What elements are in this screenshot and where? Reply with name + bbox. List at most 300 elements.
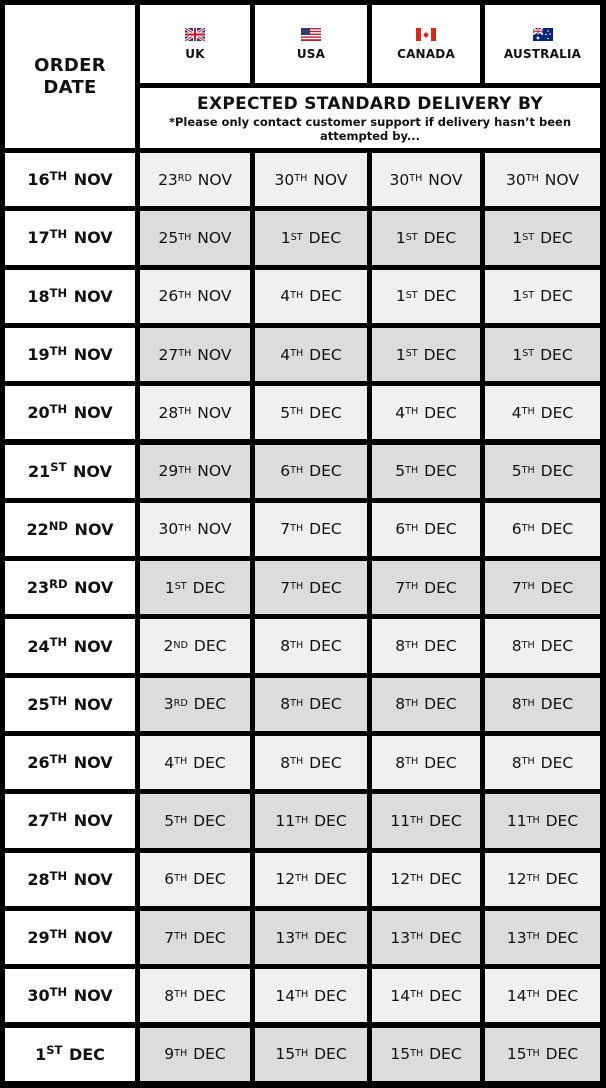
month: DEC bbox=[424, 403, 457, 422]
delivery-date-cell bbox=[485, 211, 600, 264]
day-number: 7 bbox=[395, 578, 406, 597]
month: DEC bbox=[423, 287, 457, 306]
day-number: 20 bbox=[27, 403, 50, 423]
day-number: 13 bbox=[275, 928, 296, 947]
month: NOV bbox=[197, 228, 232, 247]
delivery-date-value bbox=[507, 987, 578, 1005]
delivery-date-cell bbox=[372, 386, 480, 439]
day-number: 24 bbox=[27, 636, 50, 656]
delivery-date-value bbox=[507, 870, 578, 888]
month: DEC bbox=[192, 578, 226, 597]
month: DEC bbox=[429, 870, 462, 889]
delivery-date-value bbox=[164, 1045, 225, 1063]
day-number: 6 bbox=[280, 462, 291, 481]
delivery-date-cell bbox=[255, 853, 367, 906]
delivery-date-cell bbox=[372, 445, 480, 498]
day-number: 1 bbox=[395, 228, 406, 247]
delivery-date-value bbox=[395, 754, 456, 772]
delivery-date-cell bbox=[372, 736, 480, 789]
day-suffix: TH bbox=[290, 289, 304, 301]
day-suffix: TH bbox=[410, 931, 424, 943]
delivery-date-value bbox=[280, 579, 341, 597]
delivery-date-cell bbox=[140, 328, 250, 381]
day-suffix: TH bbox=[49, 693, 68, 708]
delivery-date-cell bbox=[140, 211, 250, 264]
day-suffix: RD bbox=[173, 697, 188, 709]
delivery-date-cell bbox=[255, 736, 367, 789]
order-date-value bbox=[27, 753, 112, 772]
month: DEC bbox=[540, 403, 574, 422]
delivery-date-value bbox=[275, 812, 346, 830]
delivery-date-cell bbox=[255, 445, 367, 498]
month: DEC bbox=[309, 345, 342, 364]
day-number: 19 bbox=[27, 345, 50, 365]
delivery-date-cell bbox=[140, 270, 250, 323]
month: DEC bbox=[309, 462, 342, 481]
day-number: 2 bbox=[163, 637, 174, 656]
day-number: 8 bbox=[280, 695, 291, 714]
day-number: 6 bbox=[511, 520, 522, 539]
delivery-date-value bbox=[164, 870, 225, 888]
day-number: 13 bbox=[390, 928, 411, 947]
day-suffix: TH bbox=[405, 523, 419, 535]
month: DEC bbox=[193, 637, 227, 656]
month: DEC bbox=[545, 870, 579, 889]
delivery-date-value bbox=[512, 346, 572, 364]
day-suffix: TH bbox=[405, 639, 419, 651]
day-number: 7 bbox=[511, 578, 522, 597]
day-number: 1 bbox=[280, 228, 291, 247]
delivery-date-cell bbox=[372, 270, 480, 323]
delivery-date-cell bbox=[485, 969, 600, 1022]
day-suffix: TH bbox=[290, 523, 304, 535]
day-suffix: TH bbox=[290, 348, 304, 360]
day-number: 30 bbox=[274, 170, 295, 189]
day-number: 8 bbox=[511, 753, 522, 772]
delivery-date-cell bbox=[372, 911, 480, 964]
day-number: 30 bbox=[389, 170, 410, 189]
day-number: 23 bbox=[26, 578, 50, 598]
delivery-date-value bbox=[390, 870, 461, 888]
delivery-date-value bbox=[507, 929, 578, 947]
day-number: 21 bbox=[28, 461, 51, 481]
delivery-date-cell bbox=[140, 969, 250, 1022]
day-number: 12 bbox=[390, 870, 411, 889]
day-suffix: TH bbox=[49, 926, 68, 941]
day-suffix: ST bbox=[522, 231, 535, 243]
delivery-date-value bbox=[159, 462, 232, 480]
day-number: 1 bbox=[512, 345, 523, 364]
order-date-cell bbox=[5, 969, 135, 1022]
delivery-date-value bbox=[396, 346, 456, 364]
day-suffix: TH bbox=[405, 697, 419, 709]
month: DEC bbox=[424, 637, 457, 656]
delivery-date-value bbox=[280, 754, 341, 772]
delivery-date-value bbox=[159, 346, 232, 364]
month: DEC bbox=[540, 753, 574, 772]
month: DEC bbox=[424, 462, 457, 481]
delivery-date-cell bbox=[485, 153, 600, 206]
delivery-date-cell bbox=[372, 678, 480, 731]
order-date-cell bbox=[5, 503, 135, 556]
delivery-date-cell bbox=[255, 211, 367, 264]
delivery-date-value bbox=[159, 520, 232, 538]
order-date-value bbox=[28, 462, 112, 481]
delivery-date-value bbox=[159, 229, 232, 247]
delivery-date-value bbox=[275, 987, 346, 1005]
delivery-date-cell bbox=[485, 678, 600, 731]
month: NOV bbox=[73, 986, 113, 1006]
month: DEC bbox=[314, 1045, 347, 1064]
delivery-date-cell bbox=[140, 853, 250, 906]
delivery-date-value bbox=[512, 462, 573, 480]
order-date-cell bbox=[5, 270, 135, 323]
day-suffix: TH bbox=[49, 985, 68, 1000]
month: DEC bbox=[309, 403, 342, 422]
day-suffix: TH bbox=[178, 348, 192, 360]
day-number: 13 bbox=[506, 928, 527, 947]
day-number: 4 bbox=[280, 345, 291, 364]
delivery-date-value bbox=[512, 520, 573, 538]
delivery-date-cell bbox=[372, 853, 480, 906]
month: NOV bbox=[197, 520, 232, 539]
month: DEC bbox=[309, 637, 342, 656]
delivery-date-value bbox=[390, 929, 461, 947]
month: DEC bbox=[68, 1044, 105, 1064]
delivery-date-cell bbox=[140, 386, 250, 439]
delivery-date-value bbox=[390, 171, 463, 189]
day-suffix: TH bbox=[405, 756, 419, 768]
delivery-date-cell bbox=[140, 911, 250, 964]
delivery-date-cell bbox=[485, 794, 600, 847]
day-suffix: TH bbox=[405, 581, 419, 593]
month: NOV bbox=[73, 694, 113, 714]
month: DEC bbox=[424, 753, 457, 772]
day-suffix: TH bbox=[178, 523, 192, 535]
delivery-date-value bbox=[512, 229, 572, 247]
order-date-line-1: ORDER bbox=[34, 54, 106, 76]
day-suffix: TH bbox=[521, 523, 535, 535]
month: NOV bbox=[73, 345, 113, 365]
day-suffix: TH bbox=[49, 751, 68, 766]
day-suffix: TH bbox=[409, 173, 423, 185]
delivery-date-value bbox=[281, 229, 341, 247]
delivery-date-cell bbox=[372, 561, 480, 614]
day-suffix: TH bbox=[521, 697, 535, 709]
day-suffix: TH bbox=[174, 872, 188, 884]
month: DEC bbox=[423, 345, 457, 364]
day-suffix: TH bbox=[295, 989, 309, 1001]
delivery-date-cell bbox=[485, 911, 600, 964]
day-suffix: TH bbox=[526, 989, 540, 1001]
day-suffix: TH bbox=[521, 756, 535, 768]
delivery-date-value bbox=[159, 404, 232, 422]
day-suffix: TH bbox=[526, 1047, 540, 1059]
order-date-cell bbox=[5, 853, 135, 906]
day-suffix: TH bbox=[526, 931, 540, 943]
delivery-date-value bbox=[275, 870, 346, 888]
day-number: 4 bbox=[511, 403, 522, 422]
month: DEC bbox=[424, 695, 457, 714]
country-name-canada: CANADA bbox=[397, 46, 455, 61]
month: NOV bbox=[73, 403, 113, 423]
delivery-date-value bbox=[280, 520, 341, 538]
month: DEC bbox=[193, 811, 226, 830]
country-name-usa: USA bbox=[296, 46, 326, 61]
delivery-date-value bbox=[395, 462, 456, 480]
order-date-header bbox=[5, 5, 135, 148]
delivery-date-cell bbox=[255, 619, 367, 672]
month: DEC bbox=[193, 870, 226, 889]
month: DEC bbox=[540, 345, 573, 364]
month: DEC bbox=[429, 986, 462, 1005]
day-suffix: TH bbox=[49, 343, 68, 358]
day-number: 15 bbox=[275, 1045, 296, 1064]
delivery-date-cell bbox=[140, 445, 250, 498]
day-number: 4 bbox=[395, 403, 406, 422]
month: NOV bbox=[73, 753, 113, 773]
uk-flag-icon bbox=[185, 28, 205, 41]
delivery-date-cell bbox=[255, 678, 367, 731]
day-number: 1 bbox=[35, 1044, 47, 1064]
delivery-date-value bbox=[280, 346, 341, 364]
delivery-date-cell bbox=[485, 853, 600, 906]
month: DEC bbox=[193, 928, 226, 947]
day-number: 8 bbox=[511, 637, 522, 656]
order-date-value bbox=[27, 928, 112, 947]
month: DEC bbox=[429, 811, 462, 830]
month: NOV bbox=[197, 287, 232, 306]
day-suffix: ST bbox=[174, 581, 187, 593]
day-number: 8 bbox=[395, 753, 406, 772]
delivery-date-cell bbox=[255, 503, 367, 556]
day-suffix: TH bbox=[290, 639, 304, 651]
delivery-date-value bbox=[159, 287, 232, 305]
day-number: 8 bbox=[395, 695, 406, 714]
day-number: 22 bbox=[26, 519, 49, 539]
month: NOV bbox=[73, 286, 113, 306]
delivery-date-value bbox=[165, 579, 225, 597]
country-name-australia: AUSTRALIA bbox=[503, 46, 582, 61]
day-suffix: TH bbox=[526, 814, 540, 826]
order-date-line-2: DATE bbox=[43, 76, 97, 98]
day-suffix: TH bbox=[410, 872, 424, 884]
month: NOV bbox=[428, 170, 463, 189]
delivery-date-value bbox=[280, 695, 341, 713]
day-number: 25 bbox=[158, 228, 179, 247]
delivery-date-value bbox=[280, 287, 341, 305]
day-suffix: TH bbox=[178, 464, 192, 476]
month: DEC bbox=[540, 578, 574, 597]
order-date-value bbox=[35, 1045, 105, 1064]
delivery-date-value bbox=[396, 287, 456, 305]
day-suffix: TH bbox=[525, 173, 539, 185]
delivery-date-cell bbox=[372, 503, 480, 556]
order-date-cell bbox=[5, 561, 135, 614]
delivery-date-cell bbox=[140, 678, 250, 731]
month: NOV bbox=[73, 869, 113, 889]
month: DEC bbox=[540, 695, 574, 714]
day-number: 30 bbox=[27, 986, 50, 1006]
delivery-date-value bbox=[280, 404, 341, 422]
order-date-cell bbox=[5, 328, 135, 381]
delivery-date-cell bbox=[485, 503, 600, 556]
delivery-date-value bbox=[512, 754, 573, 772]
day-suffix: TH bbox=[49, 285, 68, 300]
day-number: 11 bbox=[390, 811, 411, 830]
month: DEC bbox=[193, 986, 226, 1005]
month: DEC bbox=[308, 228, 342, 247]
delivery-date-cell bbox=[372, 969, 480, 1022]
day-number: 6 bbox=[164, 870, 175, 889]
day-suffix: ST bbox=[50, 460, 67, 475]
order-date-value bbox=[27, 986, 112, 1005]
day-suffix: TH bbox=[295, 872, 309, 884]
order-date-value bbox=[27, 695, 112, 714]
order-date-value bbox=[27, 228, 112, 247]
delivery-date-cell bbox=[255, 969, 367, 1022]
month: DEC bbox=[193, 695, 227, 714]
delivery-date-cell bbox=[255, 386, 367, 439]
day-number: 3 bbox=[163, 695, 174, 714]
day-suffix: TH bbox=[410, 814, 424, 826]
expected-delivery-note: *Please only contact customer support if delivery hasn’t been attempted by... bbox=[168, 114, 572, 143]
month: NOV bbox=[74, 578, 114, 598]
day-number: 29 bbox=[158, 462, 179, 481]
order-date-value bbox=[27, 520, 114, 539]
delivery-date-value bbox=[395, 637, 456, 655]
day-suffix: TH bbox=[178, 406, 192, 418]
country-header-uk bbox=[140, 5, 250, 83]
month: NOV bbox=[544, 170, 579, 189]
delivery-date-cell bbox=[485, 561, 600, 614]
delivery-date-value bbox=[164, 987, 225, 1005]
order-date-cell bbox=[5, 211, 135, 264]
order-date-value bbox=[27, 287, 112, 306]
day-number: 5 bbox=[511, 462, 522, 481]
day-number: 28 bbox=[27, 869, 50, 889]
day-number: 26 bbox=[158, 287, 179, 306]
day-suffix: TH bbox=[405, 406, 419, 418]
day-suffix: ST bbox=[405, 289, 418, 301]
month: DEC bbox=[545, 928, 579, 947]
day-number: 7 bbox=[280, 520, 291, 539]
day-suffix: TH bbox=[405, 464, 419, 476]
day-suffix: TH bbox=[174, 931, 188, 943]
delivery-date-cell bbox=[372, 619, 480, 672]
delivery-date-cell bbox=[255, 1028, 367, 1081]
delivery-date-value bbox=[506, 171, 579, 189]
delivery-date-cell bbox=[372, 211, 480, 264]
month: DEC bbox=[314, 811, 347, 830]
month: DEC bbox=[309, 520, 342, 539]
day-suffix: TH bbox=[174, 814, 188, 826]
month: DEC bbox=[309, 753, 342, 772]
order-date-value bbox=[27, 811, 112, 830]
day-suffix: TH bbox=[521, 406, 535, 418]
month: DEC bbox=[314, 928, 347, 947]
day-number: 17 bbox=[27, 228, 50, 248]
day-suffix: TH bbox=[174, 756, 188, 768]
day-suffix: TH bbox=[290, 756, 304, 768]
day-suffix: TH bbox=[174, 989, 188, 1001]
month: NOV bbox=[313, 170, 348, 189]
delivery-date-cell bbox=[255, 911, 367, 964]
day-suffix: TH bbox=[49, 227, 68, 242]
delivery-date-value bbox=[512, 404, 573, 422]
delivery-date-value bbox=[512, 579, 573, 597]
day-number: 8 bbox=[280, 753, 291, 772]
month: NOV bbox=[197, 345, 232, 364]
order-date-cell bbox=[5, 736, 135, 789]
usa-flag-icon bbox=[301, 28, 321, 41]
day-suffix: TH bbox=[49, 168, 68, 183]
day-number: 1 bbox=[512, 287, 523, 306]
month: DEC bbox=[429, 928, 462, 947]
month: NOV bbox=[73, 170, 113, 190]
day-suffix: TH bbox=[294, 173, 308, 185]
day-suffix: TH bbox=[295, 814, 309, 826]
day-number: 1 bbox=[164, 578, 175, 597]
day-suffix: TH bbox=[290, 581, 304, 593]
month: NOV bbox=[73, 461, 112, 481]
delivery-date-cell bbox=[140, 153, 250, 206]
month: DEC bbox=[193, 1045, 226, 1064]
day-suffix: TH bbox=[295, 1047, 309, 1059]
day-suffix: TH bbox=[49, 402, 68, 417]
day-number: 7 bbox=[164, 928, 175, 947]
day-suffix: ND bbox=[48, 518, 68, 533]
delivery-date-value bbox=[164, 754, 225, 772]
day-suffix: TH bbox=[174, 1047, 188, 1059]
delivery-date-cell bbox=[140, 736, 250, 789]
month: DEC bbox=[540, 287, 573, 306]
delivery-date-value bbox=[280, 637, 341, 655]
canada-flag-icon bbox=[416, 28, 436, 41]
day-suffix: TH bbox=[178, 289, 192, 301]
day-number: 28 bbox=[158, 403, 179, 422]
day-number: 15 bbox=[390, 1045, 411, 1064]
delivery-date-value bbox=[395, 695, 456, 713]
day-number: 18 bbox=[27, 286, 50, 306]
delivery-date-cell bbox=[485, 619, 600, 672]
day-suffix: ND bbox=[173, 639, 188, 651]
day-suffix: RD bbox=[49, 577, 68, 592]
delivery-date-cell bbox=[140, 503, 250, 556]
day-number: 29 bbox=[27, 928, 50, 948]
day-number: 4 bbox=[280, 287, 291, 306]
day-number: 8 bbox=[511, 695, 522, 714]
day-number: 4 bbox=[164, 753, 175, 772]
delivery-date-cell bbox=[485, 736, 600, 789]
month: NOV bbox=[73, 636, 113, 656]
month: DEC bbox=[423, 228, 457, 247]
order-date-cell bbox=[5, 911, 135, 964]
expected-delivery-header bbox=[140, 88, 600, 148]
day-suffix: TH bbox=[295, 931, 309, 943]
day-number: 27 bbox=[27, 811, 50, 831]
day-number: 16 bbox=[27, 170, 50, 190]
order-date-value bbox=[27, 403, 112, 422]
day-number: 14 bbox=[506, 986, 527, 1005]
day-suffix: TH bbox=[290, 464, 304, 476]
day-suffix: TH bbox=[290, 406, 304, 418]
day-suffix: ST bbox=[522, 348, 535, 360]
delivery-date-value bbox=[164, 695, 226, 713]
day-suffix: ST bbox=[405, 348, 418, 360]
australia-flag-icon bbox=[533, 28, 553, 41]
month: NOV bbox=[73, 228, 113, 248]
